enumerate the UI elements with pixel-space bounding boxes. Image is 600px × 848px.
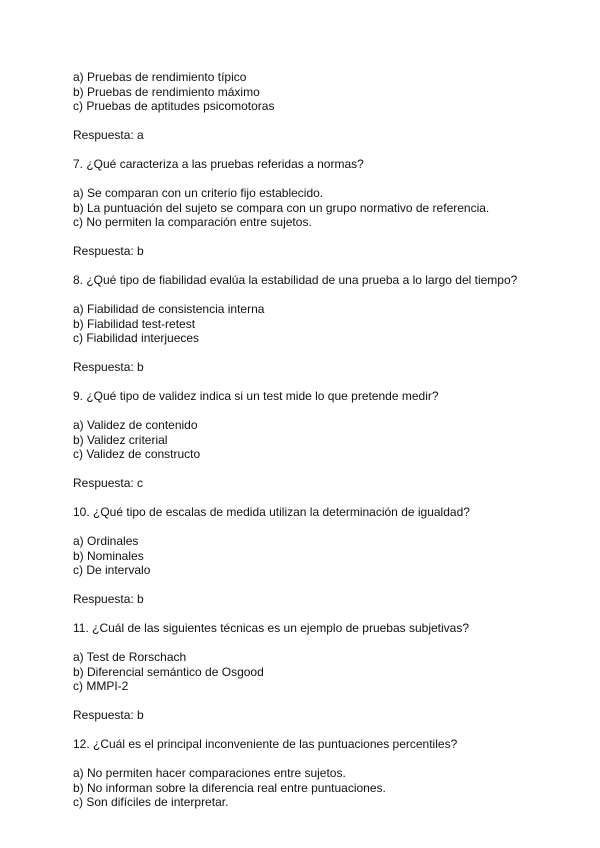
option-a: a) Se comparan con un criterio fijo establecido. bbox=[73, 186, 324, 200]
intro-options bbox=[73, 70, 573, 114]
option-c: c) Pruebas de aptitudes psicomotoras bbox=[73, 99, 275, 113]
option-c: c) Son difíciles de interpretar. bbox=[73, 795, 229, 809]
question-11: 11. ¿Cuál de las siguientes técnicas es un ejemplo de pruebas subjetivas? bbox=[73, 621, 470, 635]
question-9: 9. ¿Qué tipo de validez indica si un test mide lo que pretende medir? bbox=[73, 389, 439, 403]
question-12-options bbox=[73, 766, 573, 810]
option-a: a) Pruebas de rendimiento típico bbox=[73, 70, 247, 84]
answer: Respuesta: c bbox=[73, 476, 144, 490]
option-a: a) No permiten hacer comparaciones entre sujetos. bbox=[73, 766, 346, 780]
option-b: b) Pruebas de rendimiento máximo bbox=[73, 84, 260, 99]
question-8-options bbox=[73, 302, 573, 346]
option-a: a) Validez de contenido bbox=[73, 418, 198, 432]
document-page bbox=[73, 70, 573, 810]
question-12: 12. ¿Cuál es el principal inconveniente de las puntuaciones percentiles? bbox=[73, 737, 458, 751]
answer: Respuesta: b bbox=[73, 592, 144, 606]
option-b: b) Diferencial semántico de Osgood bbox=[73, 664, 264, 679]
question-9-options bbox=[73, 418, 573, 462]
option-a: a) Ordinales bbox=[73, 534, 139, 548]
question-10: 10. ¿Qué tipo de escalas de medida utilizan la determinación de igualdad? bbox=[73, 505, 470, 519]
option-c: c) Fiabilidad interjueces bbox=[73, 331, 200, 345]
option-c: c) No permiten la comparación entre sujetos. bbox=[73, 215, 312, 229]
question-7: 7. ¿Qué caracteriza a las pruebas referidas a normas? bbox=[73, 157, 364, 171]
question-10-options bbox=[73, 534, 573, 578]
option-b: b) La puntuación del sujeto se compara con un grupo normativo de referencia. bbox=[73, 200, 490, 215]
option-c: c) Validez de constructo bbox=[73, 447, 201, 461]
answer: Respuesta: b bbox=[73, 708, 144, 722]
option-a: a) Test de Rorschach bbox=[73, 650, 187, 664]
answer: Respuesta: b bbox=[73, 360, 144, 374]
question-11-options bbox=[73, 650, 573, 694]
answer: Respuesta: b bbox=[73, 244, 144, 258]
option-a: a) Fiabilidad de consistencia interna bbox=[73, 302, 265, 316]
option-b: b) Validez criterial bbox=[73, 432, 168, 447]
option-c: c) MMPI-2 bbox=[73, 679, 129, 693]
question-7-options bbox=[73, 186, 573, 230]
option-b: b) No informan sobre la diferencia real entre puntuaciones. bbox=[73, 780, 386, 795]
option-b: b) Fiabilidad test-retest bbox=[73, 316, 196, 331]
answer: Respuesta: a bbox=[73, 128, 144, 142]
option-b: b) Nominales bbox=[73, 548, 144, 563]
option-c: c) De intervalo bbox=[73, 563, 151, 577]
question-8: 8. ¿Qué tipo de fiabilidad evalúa la estabilidad de una prueba a lo largo del tiempo? bbox=[73, 273, 518, 287]
